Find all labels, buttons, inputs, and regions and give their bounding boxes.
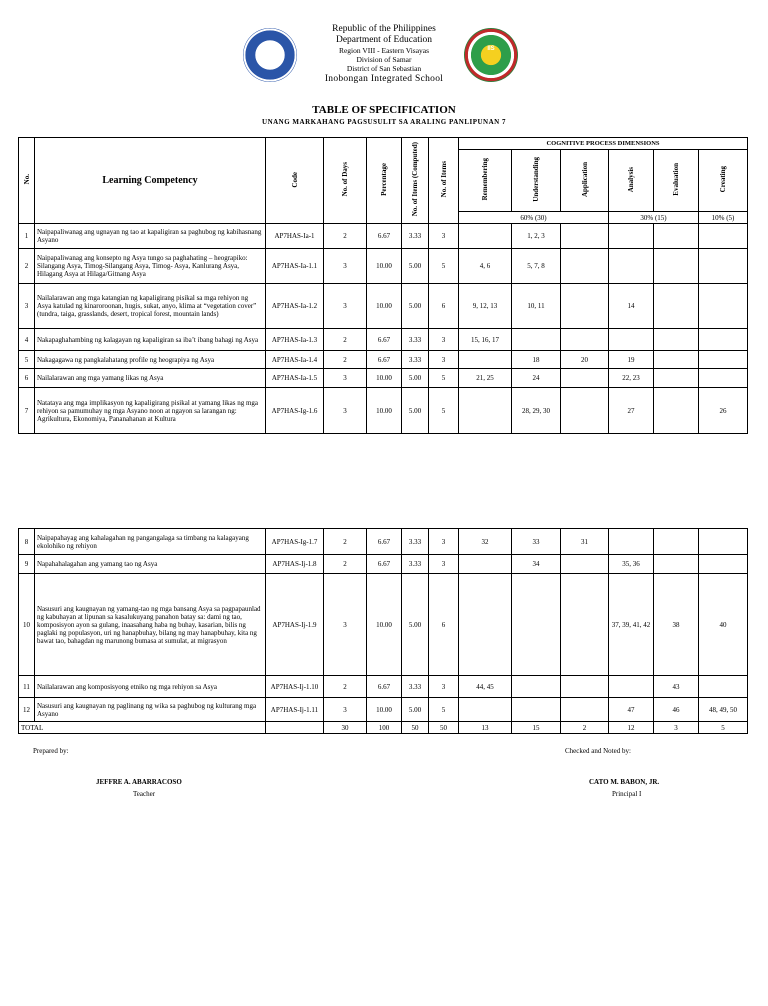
understanding-cell	[512, 329, 561, 351]
remembering-cell: 4, 6	[459, 249, 512, 284]
header-percentage: Percentage	[367, 138, 402, 224]
code-cell: AP7HAS-Ij-1.10	[266, 676, 324, 698]
weight-low: 60% (30)	[459, 212, 609, 224]
percentage-cell: 6.67	[367, 555, 402, 574]
row-number-cell: 9	[19, 555, 35, 574]
evaluation-cell	[654, 284, 699, 329]
items-cell: 6	[429, 574, 459, 676]
total-evaluation: 3	[654, 722, 699, 734]
row-number-cell: 10	[19, 574, 35, 676]
days-cell: 2	[324, 351, 367, 369]
application-cell	[561, 698, 609, 722]
understanding-cell: 34	[512, 555, 561, 574]
header-cognitive-dimensions: COGNITIVE PROCESS DIMENSIONS	[459, 138, 748, 150]
code-cell: AP7HAS-Ij-1.9	[266, 574, 324, 676]
understanding-cell: 33	[512, 529, 561, 555]
remembering-cell	[459, 574, 512, 676]
code-cell: AP7HAS-Ij-1.8	[266, 555, 324, 574]
header-creating: Creating	[699, 150, 748, 212]
table-row	[19, 284, 748, 329]
application-cell	[561, 369, 609, 388]
percentage-cell: 10.00	[367, 574, 402, 676]
remembering-cell: 32	[459, 529, 512, 555]
creating-cell	[699, 369, 748, 388]
total-analysis: 12	[609, 722, 654, 734]
row-number-cell: 3	[19, 284, 35, 329]
code-cell: AP7HAS-Ia-1.1	[266, 249, 324, 284]
creating-cell: 40	[699, 574, 748, 676]
understanding-cell: 5, 7, 8	[512, 249, 561, 284]
table-row	[19, 388, 748, 434]
days-cell: 3	[324, 574, 367, 676]
header-competency: Learning Competency	[35, 138, 266, 224]
items-cell: 3	[429, 555, 459, 574]
analysis-cell	[609, 224, 654, 249]
analysis-cell: 37, 39, 41, 42	[609, 574, 654, 676]
days-cell: 2	[324, 224, 367, 249]
evaluation-cell	[654, 555, 699, 574]
percentage-cell: 6.67	[367, 676, 402, 698]
days-cell: 2	[324, 329, 367, 351]
row-number-cell: 4	[19, 329, 35, 351]
application-cell: 20	[561, 351, 609, 369]
row-number-cell: 11	[19, 676, 35, 698]
checked-by-title: Principal I	[612, 790, 642, 798]
percentage-cell: 10.00	[367, 698, 402, 722]
specification-table-part-2	[18, 528, 748, 734]
evaluation-cell	[654, 369, 699, 388]
items-cell: 3	[429, 351, 459, 369]
total-days: 30	[324, 722, 367, 734]
prepared-by-label: Prepared by:	[33, 747, 69, 755]
table-row	[19, 555, 748, 574]
specification-table-part-1	[18, 137, 748, 434]
analysis-cell: 27	[609, 388, 654, 434]
document-title: TABLE OF SPECIFICATION	[312, 104, 456, 116]
evaluation-cell	[654, 351, 699, 369]
district-line: District of San Sebastian	[346, 64, 422, 73]
competency-cell: Nailalarawan ang mga katangian ng kapaligirang pisikal sa mga rehiyon ng Asya katulad ng kinaroroonan, hugis, sukat, anyo, klima at “vegetation cover” (tundra, taiga, grasslands, desert, tropical forest, mountain lands)	[35, 284, 266, 329]
creating-cell: 26	[699, 388, 748, 434]
analysis-cell	[609, 249, 654, 284]
table-row	[19, 351, 748, 369]
code-cell: AP7HAS-Ia-1.3	[266, 329, 324, 351]
total-application: 2	[561, 722, 609, 734]
analysis-cell	[609, 329, 654, 351]
row-number-cell: 8	[19, 529, 35, 555]
header-no: No.	[19, 138, 35, 224]
document-header	[0, 24, 768, 85]
school-name: Inobongan Integrated School	[324, 74, 444, 84]
analysis-cell: 47	[609, 698, 654, 722]
evaluation-cell: 43	[654, 676, 699, 698]
table-row	[19, 224, 748, 249]
items-computed-cell: 5.00	[402, 574, 429, 676]
header-analysis: Analysis	[609, 150, 654, 212]
total-percentage: 100	[367, 722, 402, 734]
competency-cell: Nailalarawan ang mga yamang likas ng Asya	[35, 369, 266, 388]
code-cell: AP7HAS-Ig-1.6	[266, 388, 324, 434]
items-computed-cell: 3.33	[402, 351, 429, 369]
items-computed-cell: 3.33	[402, 676, 429, 698]
table-row	[19, 676, 748, 698]
region-line: Region VIII - Eastern Visayas	[338, 46, 430, 55]
total-creating: 5	[699, 722, 748, 734]
evaluation-cell	[654, 329, 699, 351]
items-cell: 3	[429, 529, 459, 555]
school-seal-icon: IIS	[464, 28, 518, 82]
items-cell: 3	[429, 224, 459, 249]
competency-cell: Nakapaghahambing ng kalagayan ng kapaligiran sa iba’t ibang bahagi ng Asya	[35, 329, 266, 351]
row-number-cell: 5	[19, 351, 35, 369]
division-line: Division of Samar	[356, 55, 412, 64]
code-cell: AP7HAS-Ia-1.2	[266, 284, 324, 329]
creating-cell	[699, 329, 748, 351]
header-evaluation: Evaluation	[654, 150, 699, 212]
total-items: 50	[429, 722, 459, 734]
analysis-cell	[609, 676, 654, 698]
prepared-by-title: Teacher	[133, 790, 156, 798]
total-items-computed: 50	[402, 722, 429, 734]
total-label: TOTAL	[19, 722, 266, 734]
days-cell: 2	[324, 555, 367, 574]
items-computed-cell: 3.33	[402, 329, 429, 351]
application-cell	[561, 676, 609, 698]
creating-cell	[699, 676, 748, 698]
percentage-cell: 6.67	[367, 351, 402, 369]
percentage-cell: 10.00	[367, 388, 402, 434]
evaluation-cell	[654, 249, 699, 284]
application-cell	[561, 555, 609, 574]
remembering-cell: 21, 25	[459, 369, 512, 388]
analysis-cell	[609, 529, 654, 555]
application-cell	[561, 224, 609, 249]
items-computed-cell: 5.00	[402, 284, 429, 329]
total-understanding: 15	[512, 722, 561, 734]
header-understanding: Understanding	[512, 150, 561, 212]
understanding-cell: 24	[512, 369, 561, 388]
creating-cell	[699, 284, 748, 329]
application-cell	[561, 284, 609, 329]
analysis-cell: 22, 23	[609, 369, 654, 388]
evaluation-cell	[654, 388, 699, 434]
header-days: No. of Days	[324, 138, 367, 224]
table-row	[19, 698, 748, 722]
percentage-cell: 6.67	[367, 329, 402, 351]
table-row	[19, 529, 748, 555]
remembering-cell	[459, 698, 512, 722]
items-cell: 5	[429, 249, 459, 284]
percentage-cell: 10.00	[367, 249, 402, 284]
competency-cell: Naipapaliwanag ang konsepto ng Asya tungo sa paghahating – heograpiko: Silangang Asya, Timog-Silangang Asya, Timog- Asya, Kanlurang Asya, Hilagang Asya at Hilaga/Gitnang Asya	[35, 249, 266, 284]
understanding-cell: 1, 2, 3	[512, 224, 561, 249]
weight-mid: 30% (15)	[609, 212, 699, 224]
application-cell	[561, 574, 609, 676]
days-cell: 2	[324, 676, 367, 698]
days-cell: 3	[324, 249, 367, 284]
creating-cell	[699, 249, 748, 284]
weight-high: 10% (5)	[699, 212, 748, 224]
code-cell: AP7HAS-Ig-1.7	[266, 529, 324, 555]
days-cell: 3	[324, 284, 367, 329]
competency-cell: Nasusuri ang kaugnayan ng yamang-tao ng mga bansang Asya sa pagpapaunlad ng kabuhayan at lipunan sa kasalukuyang panahon batay sa: dami ng tao, komposisyon ayon sa gulang, inaasahang haba ng buhay, kasarian, bilis ng paglaki ng populasyon, uri ng hanapbuhay, bilang ng may hanapbuhay, kita ng bawat tao, bahagdan ng marunong bumasa at sumulat, at migrasyon	[35, 574, 266, 676]
items-cell: 3	[429, 676, 459, 698]
percentage-cell: 6.67	[367, 224, 402, 249]
days-cell: 3	[324, 388, 367, 434]
application-cell	[561, 329, 609, 351]
percentage-cell: 10.00	[367, 369, 402, 388]
evaluation-cell: 38	[654, 574, 699, 676]
remembering-cell	[459, 555, 512, 574]
competency-cell: Nasusuri ang kaugnayan ng paglinang ng wika sa paghubog ng kulturang mga Asyano	[35, 698, 266, 722]
code-cell: AP7HAS-Ia-1.4	[266, 351, 324, 369]
application-cell	[561, 249, 609, 284]
remembering-cell	[459, 388, 512, 434]
understanding-cell	[512, 574, 561, 676]
evaluation-cell: 46	[654, 698, 699, 722]
understanding-cell	[512, 676, 561, 698]
days-cell: 3	[324, 698, 367, 722]
items-computed-cell: 5.00	[402, 698, 429, 722]
days-cell: 2	[324, 529, 367, 555]
items-cell: 5	[429, 698, 459, 722]
code-cell: AP7HAS-Ia-1	[266, 224, 324, 249]
document-subtitle: UNANG MARKAHANG PAGSUSULIT SA ARALING PANLIPUNAN 7	[262, 118, 506, 126]
remembering-cell	[459, 351, 512, 369]
header-code: Code	[266, 138, 324, 224]
department-line: Department of Education	[335, 35, 433, 45]
percentage-cell: 10.00	[367, 284, 402, 329]
understanding-cell: 18	[512, 351, 561, 369]
items-computed-cell: 5.00	[402, 388, 429, 434]
application-cell: 31	[561, 529, 609, 555]
total-row	[19, 722, 748, 734]
creating-cell: 48, 49, 50	[699, 698, 748, 722]
code-cell: AP7HAS-Ia-1.5	[266, 369, 324, 388]
deped-seal-icon: DepEd	[243, 28, 297, 82]
understanding-cell: 10, 11	[512, 284, 561, 329]
items-computed-cell: 3.33	[402, 555, 429, 574]
remembering-cell	[459, 224, 512, 249]
percentage-cell: 6.67	[367, 529, 402, 555]
row-number-cell: 12	[19, 698, 35, 722]
understanding-cell: 28, 29, 30	[512, 388, 561, 434]
creating-cell	[699, 529, 748, 555]
republic-line: Republic of the Philippines	[332, 24, 436, 34]
checked-by-label: Checked and Noted by:	[565, 747, 631, 755]
competency-cell: Nakagagawa ng pangkalahatang profile ng heograpiya ng Asya	[35, 351, 266, 369]
prepared-by-name: JEFFRE A. ABARRACOSO	[96, 778, 182, 786]
remembering-cell: 9, 12, 13	[459, 284, 512, 329]
table-row	[19, 369, 748, 388]
row-number-cell: 7	[19, 388, 35, 434]
table-row	[19, 249, 748, 284]
code-cell: AP7HAS-Ij-1.11	[266, 698, 324, 722]
header-remembering: Remembering	[459, 150, 512, 212]
items-computed-cell: 3.33	[402, 529, 429, 555]
days-cell: 3	[324, 369, 367, 388]
row-number-cell: 6	[19, 369, 35, 388]
application-cell	[561, 388, 609, 434]
creating-cell	[699, 224, 748, 249]
analysis-cell: 35, 36	[609, 555, 654, 574]
remembering-cell: 15, 16, 17	[459, 329, 512, 351]
checked-by-name: CATO M. BABON, JR.	[589, 778, 660, 786]
total-remembering: 13	[459, 722, 512, 734]
header-items: No. of Items	[429, 138, 459, 224]
table-row	[19, 329, 748, 351]
competency-cell: Naipapaliwanag ang ugnayan ng tao at kapaligiran sa paghubog ng kabihasnang Asyano	[35, 224, 266, 249]
items-cell: 6	[429, 284, 459, 329]
evaluation-cell	[654, 224, 699, 249]
analysis-cell: 14	[609, 284, 654, 329]
table-row	[19, 574, 748, 676]
competency-cell: Napahahalagahan ang yamang tao ng Asya	[35, 555, 266, 574]
understanding-cell	[512, 698, 561, 722]
items-computed-cell: 5.00	[402, 249, 429, 284]
competency-cell: Naipapahayag ang kahalagahan ng pangangalaga sa timbang na kalagayang ekolohiko ng rehiyon	[35, 529, 266, 555]
header-application: Application	[561, 150, 609, 212]
items-cell: 5	[429, 369, 459, 388]
competency-cell: Natataya ang mga implikasyon ng kapaligirang pisikal at yamang likas ng mga rehiyon sa pamumuhay ng mga Asyano noon at ngayon sa larangan ng: Agrikultura, Ekonomiya, Pananahanan at Kultura	[35, 388, 266, 434]
competency-cell: Nailalarawan ang komposisyong etniko ng mga rehiyon sa Asya	[35, 676, 266, 698]
items-computed-cell: 5.00	[402, 369, 429, 388]
evaluation-cell	[654, 529, 699, 555]
creating-cell	[699, 555, 748, 574]
row-number-cell: 2	[19, 249, 35, 284]
items-computed-cell: 3.33	[402, 224, 429, 249]
header-items-computed: No. of Items (Computed)	[402, 138, 429, 224]
items-cell: 3	[429, 329, 459, 351]
creating-cell	[699, 351, 748, 369]
analysis-cell: 19	[609, 351, 654, 369]
remembering-cell: 44, 45	[459, 676, 512, 698]
row-number-cell: 1	[19, 224, 35, 249]
items-cell: 5	[429, 388, 459, 434]
